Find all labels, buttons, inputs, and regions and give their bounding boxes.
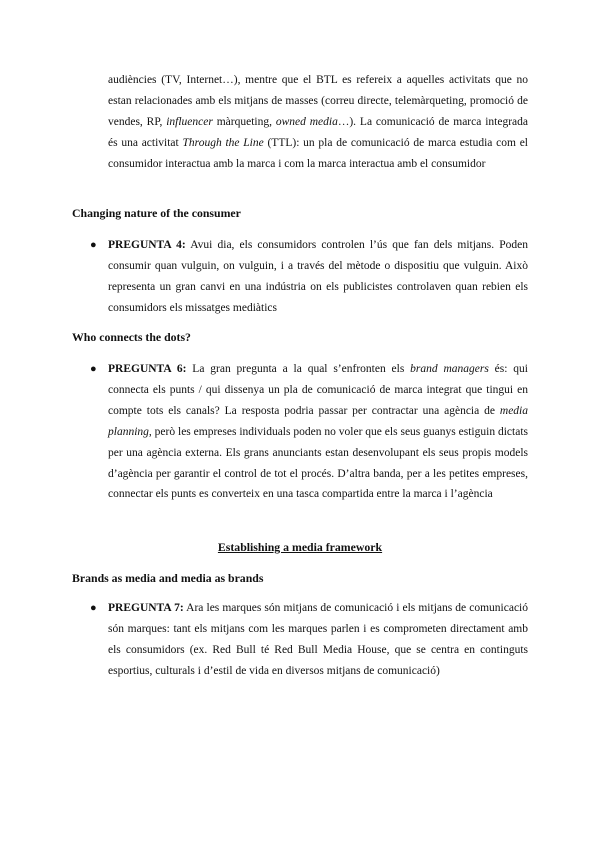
bullet-icon: ● bbox=[90, 602, 97, 614]
text-run: Ara les marques són mitjans de comunicació i els mitjans de comunicació són marques: tant els mitjans com les marques parlen i es comprometen directament amb els consumidors (ex. Red Bull té Red Bull Media House, que se centra en continguts esportius, culturals i d’estil de vida en diversos mitjans de comunicació) bbox=[108, 602, 529, 677]
text-run: màrqueting, bbox=[212, 115, 276, 128]
section-heading-connects-dots: Who connects the dots? bbox=[72, 330, 191, 344]
italic-term: media planning bbox=[108, 404, 528, 438]
italic-term: Through the Line bbox=[182, 136, 264, 149]
text-run: La gran pregunta a la qual s’enfronten els bbox=[186, 363, 411, 375]
list-item-pregunta-6 bbox=[90, 359, 528, 505]
italic-term: influencer bbox=[166, 115, 213, 128]
text-run: …). La comunicació de marca integrada és una activitat bbox=[108, 115, 528, 149]
list-item-pregunta-7 bbox=[90, 598, 529, 682]
question-label: PREGUNTA 7: bbox=[108, 602, 184, 614]
question-label: PREGUNTA 6: bbox=[108, 363, 187, 375]
section-heading-changing-nature: Changing nature of the consumer bbox=[72, 206, 241, 220]
text-run: audiències (TV, Internet…), mentre que el BTL es refereix a aquelles activitats que no estan relacionades amb els mitjans de masses (correu directe, telemàrqueting, promoció de vendes, RP, bbox=[108, 74, 528, 128]
question-label: PREGUNTA 4: bbox=[108, 239, 186, 251]
text-run: Avui dia, els consumidors controlen l’ús que fan dels mitjans. Poden consumir quan vulguin, on vulguin, i a través del mètode o dispositiu que vulguin. Això representa un gran canvi en una indústria on els publicistes controlaven quan rebien els consumidors els missatges mediàtics bbox=[108, 239, 529, 314]
text-run: és: qui connecta els punts / qui dissenya un pla de comunicació de marca integrat que tingui en compte tots els canals? La resposta podria passar per contractar una agència de bbox=[108, 363, 528, 417]
list-item-pregunta-4 bbox=[90, 235, 529, 319]
bullet-icon: ● bbox=[90, 363, 97, 375]
intro-continuation-paragraph bbox=[108, 70, 528, 175]
text-run: , però les empreses individuals poden no voler que els seus guanys estiguin dictats per una agència externa. Els grans anunciants estan desenvolupant els seus propis models d’agència per garantir el control de tot el procés. D’altra banda, per a les petites empreses, connectar els punts es converteix en una tasca compartida entre la marca i l’agència bbox=[108, 425, 528, 501]
bullet-icon: ● bbox=[90, 239, 97, 251]
italic-term: owned media bbox=[275, 115, 338, 128]
section-heading-brands-as-media: Brands as media and media as brands bbox=[72, 571, 264, 585]
italic-term: brand managers bbox=[410, 363, 489, 375]
text-run: (TTL): un pla de comunicació de marca estudia com el consumidor interactua amb la marca i com la marca interactua amb el consumidor bbox=[108, 136, 528, 170]
centered-section-title: Establishing a media framework bbox=[217, 540, 383, 554]
